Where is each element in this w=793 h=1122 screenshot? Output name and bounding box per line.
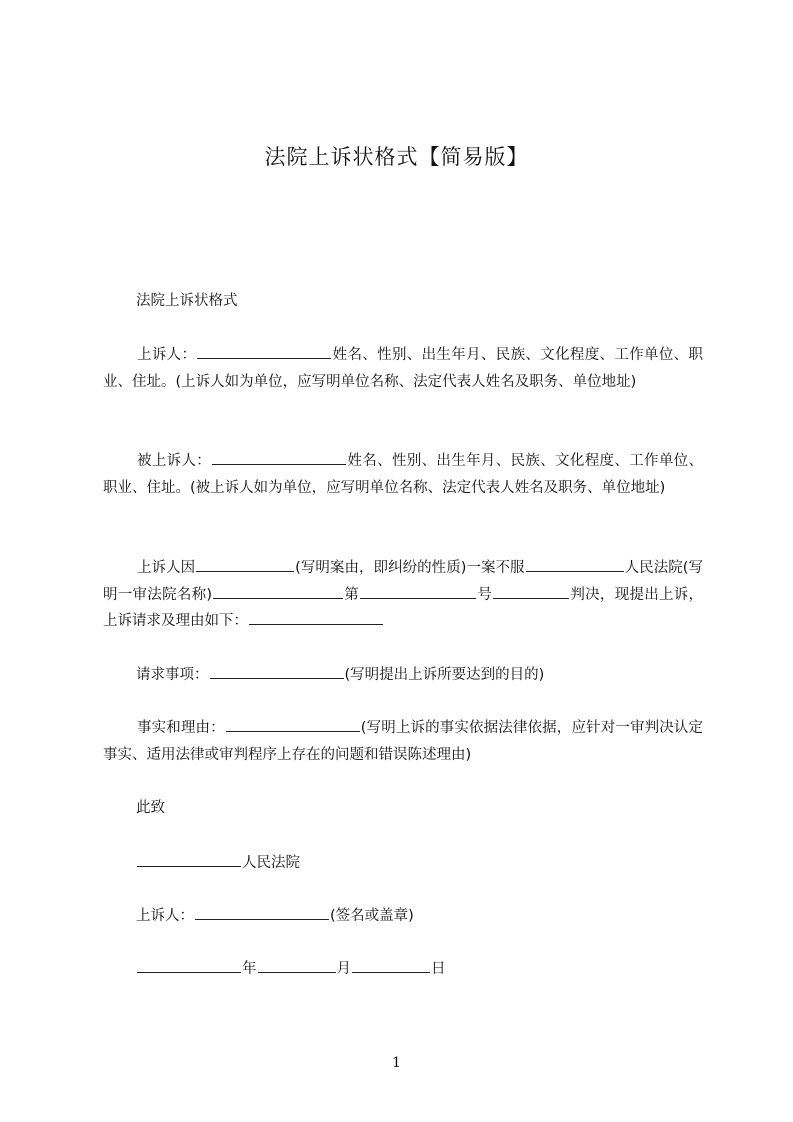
appellant-blank <box>197 343 331 359</box>
facts-paragraph <box>103 715 703 768</box>
signature-blank <box>195 904 329 920</box>
cause-text-5: 号 <box>477 586 493 603</box>
case-type-blank <box>196 556 294 572</box>
cause-text-1: 上诉人因 <box>137 560 196 576</box>
facts-text: (写明上诉的事实依据法律依据，应针对一审判决认定事实、适用法律或审判程序上存在的问题和错误陈述理由) <box>103 720 704 763</box>
day-blank <box>352 957 430 973</box>
year-blank <box>137 957 241 973</box>
request-label: 请求事项： <box>136 667 209 683</box>
case-year-blank <box>213 583 343 599</box>
appellant-text: 姓名、性别、出生年月、民族、文化程度、工作单位、职业、住址。(上诉人如为单位，应写明单位名称、法定代表人姓名及职务、单位地址) <box>103 347 703 390</box>
document-title: 法院上诉状格式【简易版】 <box>264 145 529 169</box>
cause-text-3: 人民法院(写明一审法院名称) <box>103 560 703 603</box>
signature-line <box>136 904 414 926</box>
appellant-paragraph <box>103 342 703 395</box>
signature-label: 上诉人： <box>136 908 194 924</box>
signature-text: (签名或盖章) <box>330 908 414 924</box>
facts-label: 事实和理由： <box>137 720 225 736</box>
year-label: 年 <box>242 961 257 977</box>
request-reason-blank <box>249 609 383 625</box>
court-blank <box>526 556 624 572</box>
court-line <box>136 851 300 873</box>
appellant-label: 上诉人： <box>137 347 197 363</box>
request-line <box>136 663 544 685</box>
cause-text-4: 第 <box>344 586 360 603</box>
month-label: 月 <box>336 961 351 977</box>
cause-paragraph <box>103 555 703 635</box>
cause-text-2: (写明案由，即纠纷的性质)一案不服 <box>295 560 525 576</box>
case-number-blank <box>360 583 476 599</box>
day-label: 日 <box>431 961 446 977</box>
appellee-paragraph <box>103 448 703 501</box>
closing-text: 此致 <box>136 800 165 816</box>
request-text: (写明提出上诉所要达到的目的) <box>344 667 545 683</box>
date-line <box>136 957 446 979</box>
court-suffix: 人民法院 <box>242 855 300 871</box>
judgment-blank <box>493 583 569 599</box>
court-name-blank <box>137 851 241 867</box>
appellee-label: 被上诉人： <box>137 453 212 469</box>
appellee-blank <box>212 449 346 465</box>
request-blank <box>210 663 344 679</box>
document-subtitle: 法院上诉状格式 <box>136 293 238 309</box>
cause-text-6: 判决，现提出上诉，上诉请求及理由如下： <box>103 586 704 629</box>
month-blank <box>258 957 336 973</box>
facts-blank <box>226 716 360 732</box>
appellee-text: 姓名、性别、出生年月、民族、文化程度、工作单位、职业、住址。(被上诉人如为单位，应写明单位名称、法定代表人姓名及职务、单位地址) <box>103 453 704 496</box>
page-number: 1 <box>392 1055 401 1071</box>
